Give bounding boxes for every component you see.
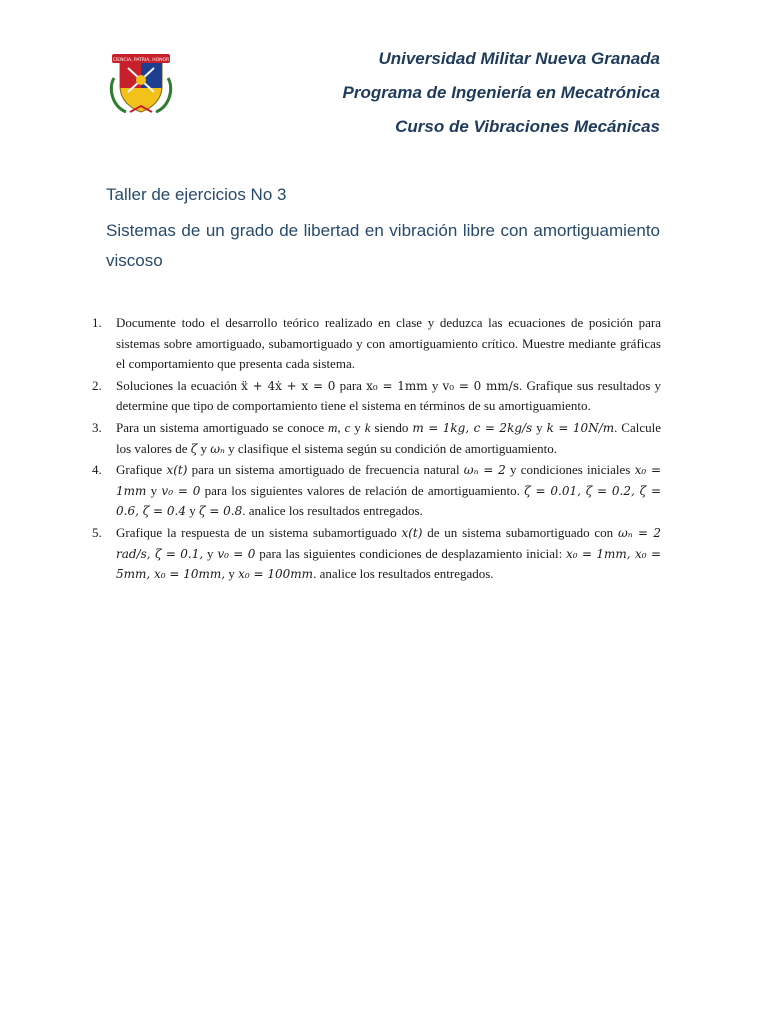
exercise-item: [89, 376, 661, 417]
exercise-math: ωₙ = 2: [463, 463, 506, 478]
workshop-subtitle: Sistemas de un grado de libertad en vibración libre con amortiguamiento viscoso: [106, 221, 660, 270]
exercise-text: . analice los resultados entregados.: [242, 503, 423, 519]
workshop-title: Taller de ejercicios No 3: [106, 185, 287, 204]
exercise-item: [89, 313, 661, 375]
institution-header: [343, 42, 660, 144]
exercise-math: v₀ = 0: [217, 546, 256, 561]
exercise-text: y condiciones iniciales: [505, 462, 635, 478]
exercise-text: . Grafique sus resultados y determine que tipo de comportamiento tiene el sistema en términos de su amortiguamiento.: [116, 377, 662, 414]
exercise-number: 5.: [92, 524, 102, 540]
exercise-math: ωₙ: [210, 441, 225, 456]
exercise-math: ζ: [190, 441, 198, 456]
exercise-math: x₀ = 100mm: [238, 567, 314, 582]
exercise-text: y: [146, 482, 162, 498]
exercise-math: ẍ + 4ẋ + x = 0: [241, 378, 336, 393]
exercise-text: siendo: [370, 419, 413, 435]
university-name: Universidad Militar Nueva Granada: [378, 49, 660, 68]
exercise-text: y: [185, 503, 199, 519]
exercise-text: Grafique la respuesta de un sistema subamortiguado: [116, 524, 402, 540]
exercise-text: y: [225, 566, 239, 582]
exercise-text: Para un sistema amortiguado se conoce: [116, 419, 329, 435]
exercise-math: v₀ = 0: [161, 483, 201, 498]
exercise-item: [89, 418, 661, 459]
exercise-math: m = 1kg, c = 2kg/s: [412, 420, 533, 435]
exercise-math: x₀ = 1mm: [116, 463, 662, 498]
exercise-math: x₀ = 1mm: [366, 378, 428, 393]
exercise-math: ωₙ = 2 rad/s, ζ = 0.1,: [116, 525, 661, 561]
logo-banner-text: CIENCIA, PATRIA, HONOR: [112, 58, 170, 63]
university-logo: [106, 48, 176, 118]
exercise-item: [89, 523, 661, 585]
exercise-text: para: [335, 377, 367, 393]
university-shield-logo-icon: [106, 48, 176, 118]
exercise-number: 4.: [92, 462, 102, 478]
exercise-text: . analice los resultados entregados.: [313, 566, 494, 582]
exercise-math: x(t): [401, 525, 423, 540]
exercise-text: Documente todo el desarrollo teórico realizado en clase y deduzca las ecuaciones de posición para sistemas sobre amortiguado, subamortiguado y con amortiguamiento crítico. Muestre mediante gráficas el comportamiento que presenta cada sistema.: [116, 315, 661, 372]
exercise-text: Grafique: [116, 462, 167, 478]
exercise-item: [89, 460, 661, 522]
exercise-number: 2.: [92, 377, 102, 393]
exercise-text: y: [427, 377, 443, 393]
exercise-list: [89, 313, 661, 586]
exercise-math: k = 10N/m: [546, 420, 615, 435]
exercise-math: ζ = 0.01, ζ = 0.2, ζ = 0.6, ζ = 0.4: [116, 483, 662, 519]
exercise-text: Soluciones la ecuación: [116, 377, 242, 393]
exercise-text: y: [203, 545, 218, 561]
exercise-number: 3.: [92, 419, 102, 435]
exercise-math: x(t): [166, 463, 188, 478]
exercise-math: v₀ = 0 mm/s: [442, 378, 520, 393]
exercise-text: para un sistema amortiguado de frecuencia natural: [187, 462, 464, 478]
program-name: Programa de Ingeniería en Mecatrónica: [342, 83, 660, 102]
exercise-text: para los siguientes valores de relación de amortiguamiento.: [200, 482, 525, 498]
exercise-text: y: [350, 419, 365, 435]
exercise-text: . Calcule los valores de: [116, 419, 662, 456]
exercise-math: k: [364, 419, 371, 435]
exercise-text: para las siguientes condiciones de desplazamiento inicial:: [255, 545, 567, 561]
course-name: Curso de Vibraciones Mecánicas: [395, 117, 660, 136]
exercise-text: y clasifique el sistema según su condición de amortiguamiento.: [224, 440, 558, 456]
exercise-text: y: [532, 419, 547, 435]
exercise-math: m, c: [328, 419, 351, 435]
exercise-text: y: [197, 440, 211, 456]
exercise-number: 1.: [92, 315, 102, 330]
exercise-math: x₀ = 1mm, x₀ = 5mm, x₀ = 10mm,: [116, 546, 662, 582]
exercise-text: de un sistema subamortiguado con: [422, 524, 618, 540]
exercise-math: ζ = 0.8: [198, 504, 243, 519]
